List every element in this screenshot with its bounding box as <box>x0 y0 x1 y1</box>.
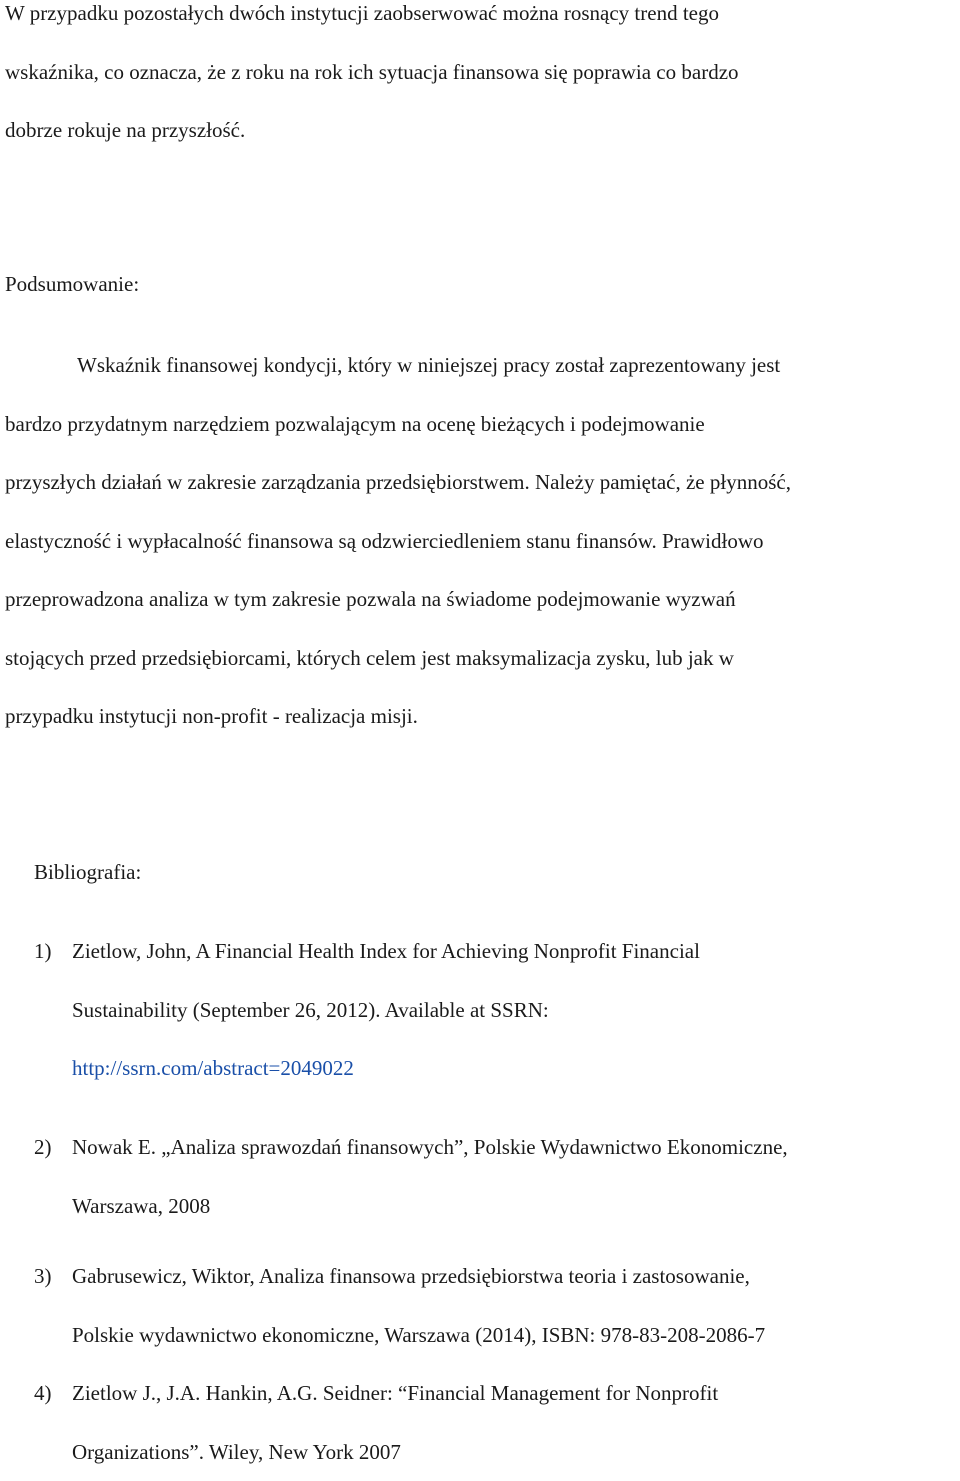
text-line: Wskaźnik finansowej kondycji, który w niniejszej pracy został zaprezentowany jest <box>5 336 955 395</box>
item-text <box>72 1247 960 1364</box>
text-line: W przypadku pozostałych dwóch instytucji zaobserwować można rosnący trend tego <box>5 0 955 43</box>
text-line: przypadku instytucji non-profit - realizacja misji. <box>5 687 955 746</box>
bibliography-list <box>34 1364 960 1481</box>
text-line: Organizations”. Wiley, New York 2007 <box>72 1423 960 1481</box>
text-line: Warszawa, 2008 <box>72 1177 960 1236</box>
text-line: Zietlow J., J.A. Hankin, A.G. Seidner: “Financial Management for Nonprofit <box>72 1364 960 1423</box>
text-line: bardzo przydatnym narzędziem pozwalającym na ocenę bieżących i podejmowanie <box>5 395 955 454</box>
text-line: przeprowadzona analiza w tym zakresie pozwala na świadome podejmowanie wyzwań <box>5 570 955 629</box>
bibliography-item <box>34 1364 960 1481</box>
item-number: 2) <box>34 1118 52 1177</box>
text-line: elastyczność i wypłacalność finansowa są odzwierciedleniem stanu finansów. Prawidłowo <box>5 512 955 571</box>
text-line: stojących przed przedsiębiorcami, których celem jest maksymalizacja zysku, lub jak w <box>5 629 955 688</box>
bibliography-item <box>34 1118 960 1235</box>
intro-paragraph <box>5 0 955 160</box>
item-text <box>72 922 960 1098</box>
text-line: Nowak E. „Analiza sprawozdań finansowych”, Polskie Wydawnictwo Ekonomiczne, <box>72 1118 960 1177</box>
bibliography-item <box>34 922 960 1098</box>
summary-heading: Podsumowanie: <box>5 255 955 314</box>
text-line: wskaźnika, co oznacza, że z roku na rok ich sytuacja finansowa się poprawia co bardzo <box>5 43 955 102</box>
bibliography-list <box>34 1247 960 1364</box>
ssrn-link[interactable]: http://ssrn.com/abstract=2049022 <box>72 1039 960 1098</box>
item-number: 3) <box>34 1247 52 1306</box>
text-line: dobrze rokuje na przyszłość. <box>5 101 955 160</box>
bibliography-heading: Bibliografia: <box>34 843 141 902</box>
item-text <box>72 1118 960 1235</box>
text-line: Gabrusewicz, Wiktor, Analiza finansowa przedsiębiorstwa teoria i zastosowanie, <box>72 1247 960 1306</box>
text-line: Polskie wydawnictwo ekonomiczne, Warszawa (2014), ISBN: 978-83-208-2086-7 <box>72 1306 960 1365</box>
item-number: 4) <box>34 1364 52 1423</box>
bibliography-list <box>34 922 960 1098</box>
bibliography-item <box>34 1247 960 1364</box>
summary-paragraph <box>5 336 955 746</box>
text-line: przyszłych działań w zakresie zarządzania przedsiębiorstwem. Należy pamiętać, że płynność, <box>5 453 955 512</box>
text-line: Zietlow, John, A Financial Health Index for Achieving Nonprofit Financial <box>72 922 960 981</box>
bibliography-list <box>34 1118 960 1235</box>
item-text <box>72 1364 960 1481</box>
text-line: Sustainability (September 26, 2012). Available at SSRN: <box>72 981 960 1040</box>
item-number: 1) <box>34 922 52 981</box>
